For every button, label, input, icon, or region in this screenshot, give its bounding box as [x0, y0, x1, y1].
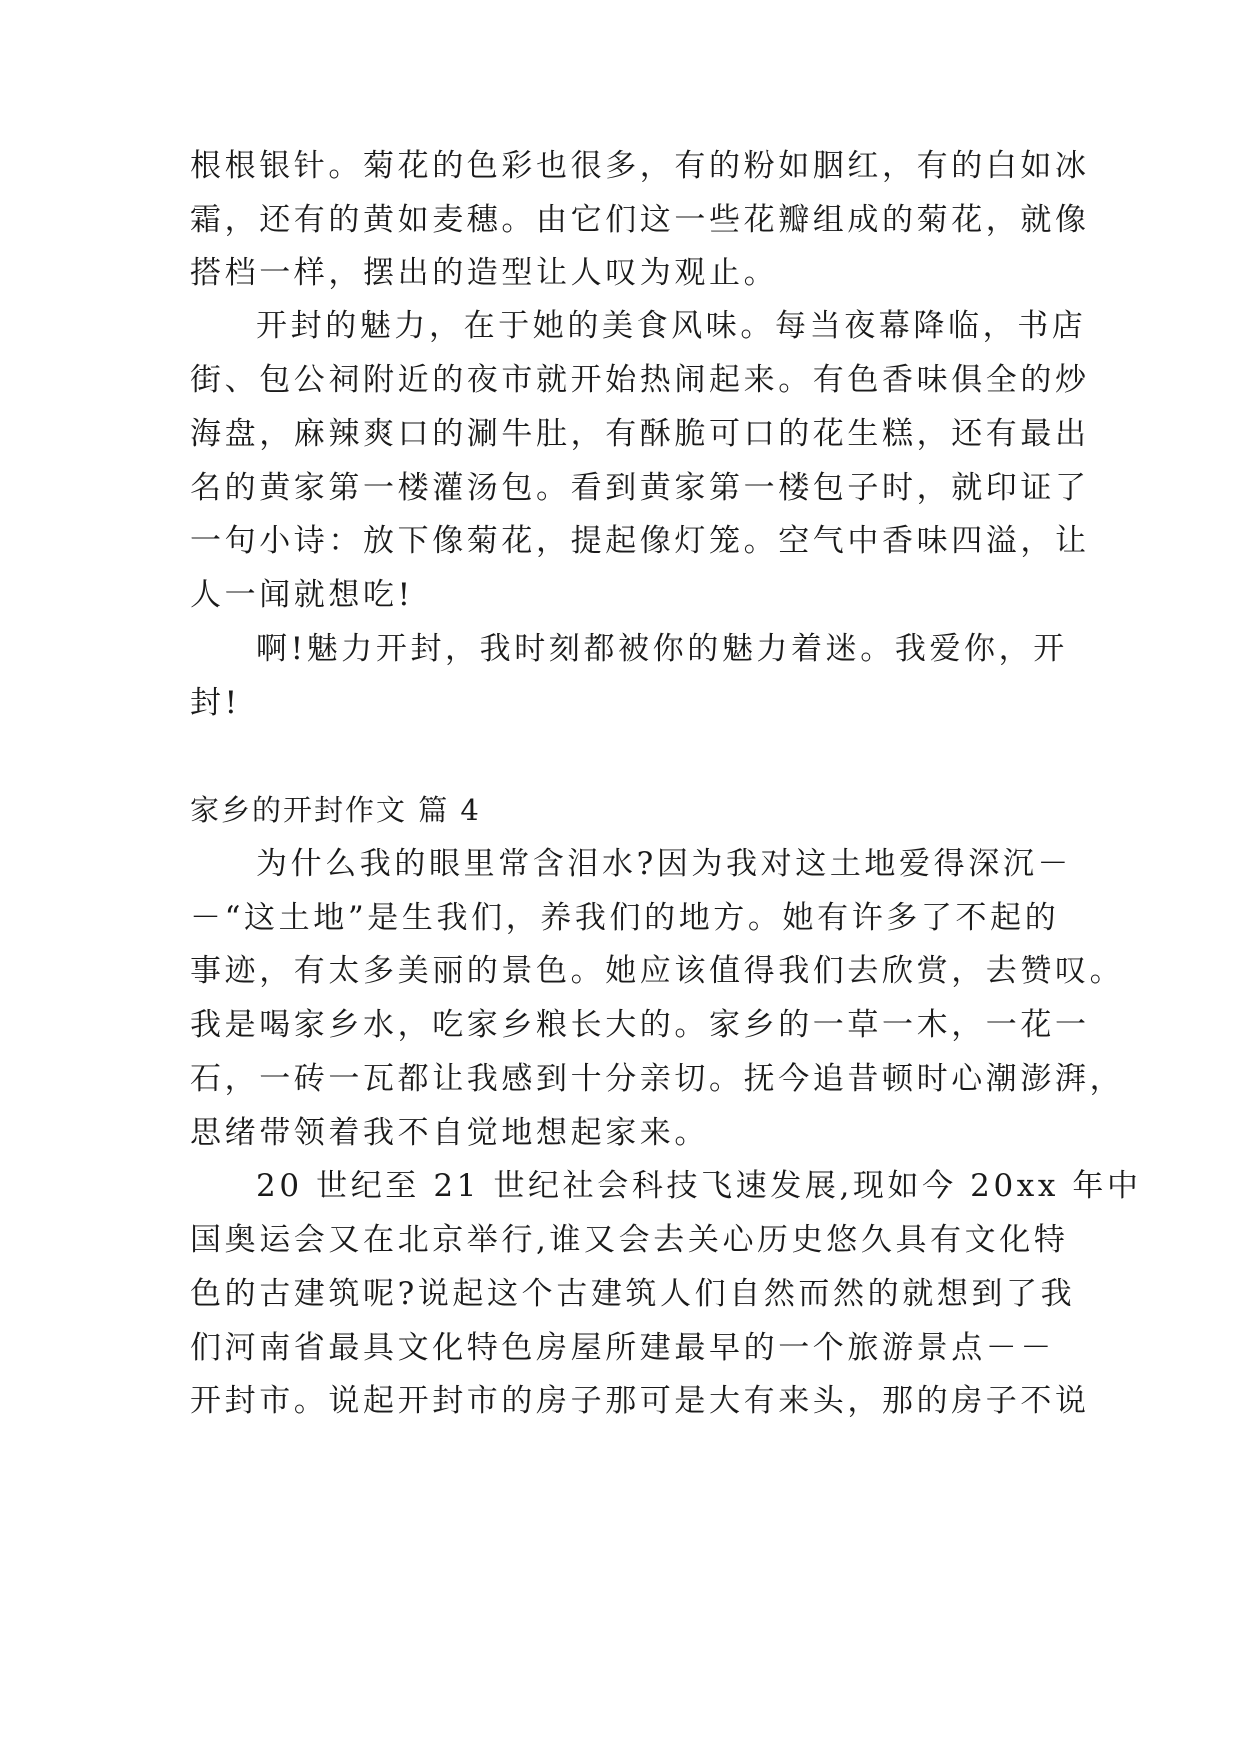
- text-line: 国奥运会又在北京举行,谁又会去关心历史悠久具有文化特: [190, 1222, 1069, 1258]
- text-line: 根根银针。菊花的色彩也很多，有的粉如胭红，有的白如冰: [190, 148, 1090, 184]
- text-line: 我是喝家乡水，吃家乡粮长大的。家乡的一草一木，一花一: [190, 1007, 1090, 1043]
- text-line: 开封的魅力，在于她的美食风味。每当夜幕降临，书店: [256, 308, 1087, 344]
- text-line: 搭档一样，摆出的造型让人叹为观止。: [190, 255, 779, 291]
- text-line: 一句小诗：放下像菊花，提起像灯笼。空气中香味四溢，让: [190, 523, 1090, 559]
- text-line: 人一闻就想吃!: [190, 577, 414, 613]
- text-line: 事迹，有太多美丽的景色。她应该值得我们去欣赏，去赞叹。: [190, 953, 1125, 989]
- text-line: 思绪带领着我不自觉地想起家来。: [190, 1115, 709, 1151]
- section-heading: 家乡的开封作文 篇 4: [190, 793, 481, 827]
- text-line: 封!: [190, 685, 241, 721]
- text-line: 啊!魅力开封，我时刻都被你的魅力着迷。我爱你，开: [256, 631, 1068, 667]
- text-line: 色的古建筑呢?说起这个古建筑人们自然而然的就想到了我: [190, 1276, 1076, 1312]
- text-line: 开封市。说起开封市的房子那可是大有来头，那的房子不说: [190, 1383, 1090, 1419]
- text-line: 们河南省最具文化特色房屋所建最早的一个旅游景点－－: [190, 1330, 1055, 1366]
- text-line: 名的黄家第一楼灌汤包。看到黄家第一楼包子时，就印证了: [190, 470, 1090, 506]
- text-line: 海盘，麻辣爽口的涮牛肚，有酥脆可口的花生糕，还有最出: [190, 416, 1090, 452]
- text-line: 石，一砖一瓦都让我感到十分亲切。抚今追昔顿时心潮澎湃，: [190, 1061, 1125, 1097]
- text-line: －“这土地”是生我们，养我们的地方。她有许多了不起的: [190, 900, 1060, 936]
- text-line: 20 世纪至 21 世纪社会科技飞速发展,现如今 20xx 年中: [256, 1168, 1142, 1204]
- text-line: 霜，还有的黄如麦穗。由它们这一些花瓣组成的菊花，就像: [190, 202, 1090, 238]
- text-line: 街、包公祠附近的夜市就开始热闹起来。有色香味俱全的炒: [190, 362, 1090, 398]
- text-line: 为什么我的眼里常含泪水?因为我对这土地爱得深沉－: [256, 846, 1073, 882]
